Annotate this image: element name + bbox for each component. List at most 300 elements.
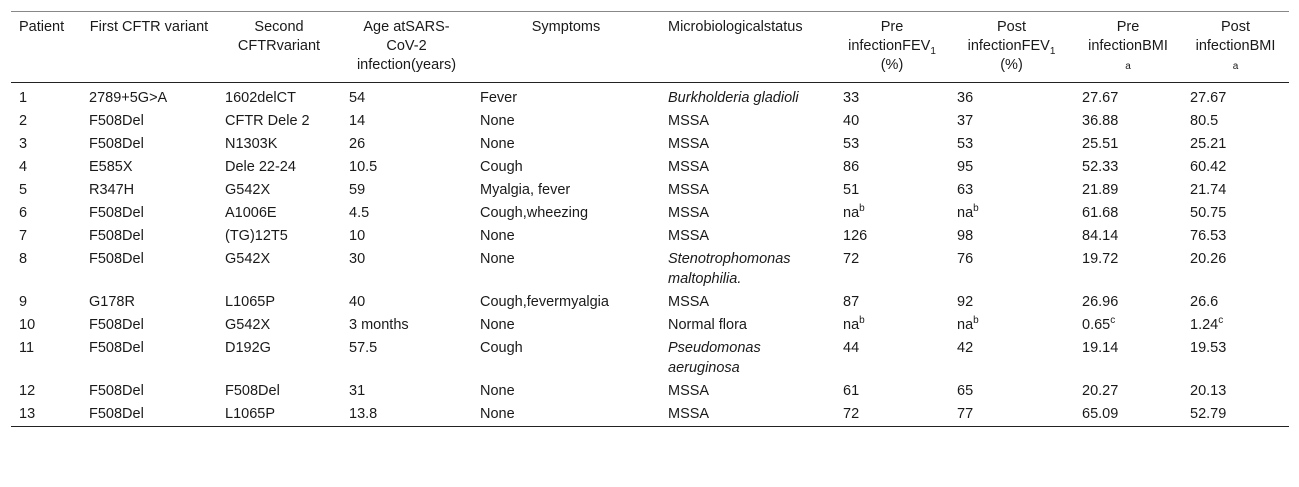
cell-post-bmi (1182, 156, 1289, 179)
header-symptoms: Symptoms (531, 19, 601, 35)
cell-patient-value: 11 (19, 340, 35, 356)
header-first-variant: First CFTR variant (89, 19, 209, 35)
cell-age-value: 4.5 (349, 205, 370, 221)
cell-second-variant (217, 110, 341, 133)
cell-patient (11, 202, 81, 225)
cell-post-fev-value: 42 (957, 340, 974, 356)
cell-post-bmi (1182, 291, 1289, 314)
cell-first-variant (81, 380, 217, 403)
cell-pre-bmi-value: 26.96 (1082, 294, 1119, 310)
cell-symptoms (472, 337, 660, 380)
cell-symptoms (472, 202, 660, 225)
cell-second-variant-value: A1006E (225, 205, 277, 221)
cell-post-fev (949, 380, 1074, 403)
cell-post-bmi (1182, 83, 1289, 111)
cell-post-fev (949, 225, 1074, 248)
cell-age-value: 13.8 (349, 406, 378, 422)
cell-first-variant-value: F508Del (89, 317, 144, 333)
cell-pre-bmi-value: 0.65 (1082, 317, 1111, 333)
cell-second-variant (217, 179, 341, 202)
cell-micro-status-value: MSSA (668, 294, 710, 310)
cell-symptoms (472, 83, 660, 111)
cell-second-variant-value: G542X (225, 251, 271, 267)
cell-age-value: 31 (349, 383, 366, 399)
cell-pre-fev (835, 337, 949, 380)
patient-table (11, 11, 1289, 427)
cell-first-variant-value: F508Del (89, 340, 144, 356)
cell-second-variant-value: G542X (225, 317, 271, 333)
cell-patient (11, 248, 81, 291)
cell-pre-bmi-value: 27.67 (1082, 90, 1119, 106)
cell-symptoms-value: None (480, 383, 515, 399)
cell-pre-fev-value: 72 (843, 406, 860, 422)
cell-second-variant (217, 156, 341, 179)
header-post-fev-unit: (%) (1000, 57, 1023, 73)
cell-first-variant (81, 225, 217, 248)
cell-age (341, 291, 472, 314)
cell-first-variant (81, 337, 217, 380)
cell-second-variant-value: D192G (225, 340, 271, 356)
cell-patient-value: 12 (19, 383, 36, 399)
cell-pre-fev (835, 156, 949, 179)
cell-pre-fev-value: 86 (843, 159, 860, 175)
cell-age (341, 248, 472, 291)
header-age: Age atSARS-CoV-2 infection(years) (356, 19, 457, 73)
cell-patient (11, 110, 81, 133)
cell-micro-status-value: Pseudomonas aeruginosa (668, 340, 761, 376)
cell-symptoms-value: None (480, 136, 515, 152)
cell-post-bmi-value: 52.79 (1190, 406, 1227, 422)
cell-symptoms (472, 133, 660, 156)
cell-post-fev (949, 291, 1074, 314)
cell-pre-fev (835, 380, 949, 403)
cell-micro-status (660, 156, 835, 179)
cell-patient (11, 403, 81, 427)
header-pre-fev (835, 12, 949, 83)
cell-second-variant (217, 380, 341, 403)
cell-post-bmi-value: 20.26 (1190, 251, 1227, 267)
cell-first-variant (81, 202, 217, 225)
cell-micro-status (660, 202, 835, 225)
cell-micro-status-value: MSSA (668, 383, 710, 399)
cell-pre-bmi (1074, 380, 1182, 403)
cell-post-bmi (1182, 225, 1289, 248)
cell-micro-status-value: MSSA (668, 406, 710, 422)
cell-micro-status-value: MSSA (668, 228, 710, 244)
table-row (11, 248, 1289, 291)
cell-second-variant (217, 403, 341, 427)
cell-symptoms (472, 156, 660, 179)
cell-post-bmi (1182, 403, 1289, 427)
table-row (11, 110, 1289, 133)
cell-symptoms-value: None (480, 406, 515, 422)
cell-post-fev-value: 65 (957, 383, 974, 399)
cell-pre-fev (835, 83, 949, 111)
cell-second-variant-value: L1065P (225, 406, 275, 422)
cell-pre-bmi-value: 65.09 (1082, 406, 1119, 422)
table-row (11, 133, 1289, 156)
header-post-fev-text: Post infectionFEV (967, 19, 1050, 54)
cell-symptoms-value: Myalgia, fever (480, 182, 571, 198)
cell-symptoms-value: Cough (480, 159, 523, 175)
cell-second-variant (217, 202, 341, 225)
cell-symptoms-value: Cough (480, 340, 523, 356)
cell-micro-status (660, 133, 835, 156)
cell-patient (11, 291, 81, 314)
cell-patient (11, 225, 81, 248)
cell-post-bmi-value: 19.53 (1190, 340, 1227, 356)
cell-post-bmi (1182, 179, 1289, 202)
cell-second-variant-value: G542X (225, 182, 271, 198)
cell-post-bmi-value: 80.5 (1190, 113, 1219, 129)
header-pre-fev-sub: 1 (930, 45, 936, 57)
cell-first-variant (81, 314, 217, 337)
cell-micro-status (660, 110, 835, 133)
cell-post-fev (949, 110, 1074, 133)
cell-post-fev (949, 337, 1074, 380)
cell-symptoms (472, 314, 660, 337)
cell-first-variant (81, 156, 217, 179)
cell-patient-value: 7 (19, 228, 28, 244)
cell-patient-value: 2 (19, 113, 28, 129)
cell-age-value: 26 (349, 136, 366, 152)
cell-patient (11, 133, 81, 156)
cell-age-value: 59 (349, 182, 366, 198)
cell-pre-fev-value: na (843, 317, 860, 333)
cell-age (341, 83, 472, 111)
cell-pre-bmi-value: 20.27 (1082, 383, 1119, 399)
cell-patient-value: 10 (19, 317, 36, 333)
cell-pre-fev-value: 87 (843, 294, 860, 310)
cell-first-variant-value: F508Del (89, 383, 144, 399)
cell-second-variant-value: Dele 22-24 (225, 159, 296, 175)
cell-patient-value: 13 (19, 406, 36, 422)
cell-patient (11, 179, 81, 202)
cell-micro-status-value: Normal flora (668, 317, 747, 333)
cell-pre-bmi-value: 19.72 (1082, 251, 1119, 267)
cell-age (341, 179, 472, 202)
cell-post-fev-value: 98 (957, 228, 974, 244)
cell-age-value: 40 (349, 294, 366, 310)
cell-micro-status-value: Burkholderia gladioli (668, 90, 799, 106)
cell-pre-bmi (1074, 291, 1182, 314)
cell-symptoms (472, 110, 660, 133)
cell-symptoms (472, 380, 660, 403)
cell-pre-fev (835, 248, 949, 291)
cell-pre-bmi-value: 19.14 (1082, 340, 1119, 356)
cell-pre-fev (835, 403, 949, 427)
cell-symptoms-value: None (480, 113, 515, 129)
cell-post-fev-value: 92 (957, 294, 974, 310)
cell-pre-bmi-value: 52.33 (1082, 159, 1119, 175)
cell-pre-fev (835, 110, 949, 133)
cell-patient-value: 4 (19, 159, 28, 175)
cell-post-fev (949, 83, 1074, 111)
cell-patient-value: 1 (19, 90, 28, 106)
cell-age (341, 202, 472, 225)
cell-post-bmi-value: 76.53 (1190, 228, 1227, 244)
cell-pre-bmi (1074, 179, 1182, 202)
cell-pre-fev-footnote: b (859, 203, 865, 215)
cell-post-bmi-value: 1.24 (1190, 317, 1219, 333)
cell-micro-status-value: MSSA (668, 113, 710, 129)
cell-post-fev-value: na (957, 317, 974, 333)
cell-second-variant (217, 291, 341, 314)
cell-second-variant (217, 314, 341, 337)
cell-post-bmi (1182, 248, 1289, 291)
cell-post-bmi-footnote: c (1218, 315, 1224, 327)
cell-pre-fev (835, 179, 949, 202)
cell-second-variant-value: N1303K (225, 136, 278, 152)
cell-age (341, 133, 472, 156)
cell-micro-status (660, 314, 835, 337)
cell-post-bmi-value: 60.42 (1190, 159, 1227, 175)
header-pre-fev-text: Pre infectionFEV (848, 19, 931, 54)
cell-pre-fev (835, 314, 949, 337)
cell-first-variant-value: F508Del (89, 406, 144, 422)
cell-post-fev-value: 77 (957, 406, 974, 422)
cell-post-bmi-value: 26.6 (1190, 294, 1219, 310)
cell-age (341, 156, 472, 179)
cell-pre-fev (835, 133, 949, 156)
cell-pre-fev-value: 44 (843, 340, 860, 356)
cell-post-fev-value: 95 (957, 159, 974, 175)
cell-micro-status (660, 337, 835, 380)
cell-pre-bmi (1074, 403, 1182, 427)
cell-age (341, 110, 472, 133)
cell-first-variant-value: F508Del (89, 113, 144, 129)
cell-symptoms-value: Cough,fevermyalgia (480, 294, 609, 310)
cell-second-variant-value: (TG)12T5 (225, 228, 288, 244)
cell-first-variant-value: 2789+5G>A (89, 90, 168, 106)
cell-symptoms-value: None (480, 317, 515, 333)
cell-symptoms-value: None (480, 228, 515, 244)
cell-second-variant (217, 337, 341, 380)
cell-pre-fev-value: 61 (843, 383, 860, 399)
cell-pre-bmi (1074, 110, 1182, 133)
cell-post-fev-value: 76 (957, 251, 974, 267)
cell-post-bmi-value: 20.13 (1190, 383, 1227, 399)
cell-pre-bmi (1074, 133, 1182, 156)
cell-symptoms (472, 248, 660, 291)
table-row (11, 179, 1289, 202)
cell-post-bmi-value: 21.74 (1190, 182, 1227, 198)
header-patient: Patient (19, 19, 65, 35)
cell-post-fev-value: na (957, 205, 974, 221)
cell-patient-value: 8 (19, 251, 28, 267)
cell-age-value: 10.5 (349, 159, 378, 175)
header-pre-bmi-text: Pre infectionBMI (1088, 19, 1168, 54)
cell-first-variant-value: F508Del (89, 228, 144, 244)
table-row (11, 380, 1289, 403)
cell-pre-fev-value: 33 (843, 90, 860, 106)
cell-micro-status-value: MSSA (668, 182, 710, 198)
cell-post-fev (949, 314, 1074, 337)
header-post-fev-sub: 1 (1049, 45, 1056, 57)
cell-post-bmi (1182, 133, 1289, 156)
table-row (11, 291, 1289, 314)
header-pre-bmi (1074, 12, 1182, 83)
cell-post-fev (949, 179, 1074, 202)
cell-patient (11, 83, 81, 111)
cell-age-value: 3 months (349, 317, 409, 333)
cell-micro-status (660, 380, 835, 403)
cell-micro-status (660, 179, 835, 202)
cell-symptoms (472, 225, 660, 248)
cell-patient (11, 380, 81, 403)
cell-pre-fev-value: 53 (843, 136, 860, 152)
cell-first-variant (81, 133, 217, 156)
cell-pre-bmi-value: 36.88 (1082, 113, 1119, 129)
cell-second-variant-value: CFTR Dele 2 (225, 113, 310, 129)
table-row (11, 225, 1289, 248)
table-row (11, 337, 1289, 380)
cell-patient (11, 337, 81, 380)
cell-patient-value: 3 (19, 136, 28, 152)
cell-age (341, 225, 472, 248)
cell-pre-fev-value: na (843, 205, 860, 221)
cell-post-bmi (1182, 380, 1289, 403)
cell-first-variant (81, 248, 217, 291)
table-body (11, 83, 1289, 427)
cell-micro-status (660, 83, 835, 111)
cell-micro-status-value: MSSA (668, 136, 710, 152)
cell-pre-bmi-footnote: c (1110, 315, 1116, 327)
cell-first-variant-value: F508Del (89, 136, 144, 152)
cell-symptoms-value: Cough,wheezing (480, 205, 589, 221)
cell-micro-status (660, 225, 835, 248)
cell-pre-bmi-value: 25.51 (1082, 136, 1119, 152)
cell-post-fev (949, 248, 1074, 291)
cell-second-variant (217, 133, 341, 156)
cell-post-fev (949, 202, 1074, 225)
cell-pre-fev-value: 40 (843, 113, 860, 129)
cell-pre-bmi (1074, 83, 1182, 111)
cell-pre-bmi-value: 61.68 (1082, 205, 1119, 221)
cell-age-value: 30 (349, 251, 366, 267)
cell-patient-value: 9 (19, 294, 28, 310)
cell-post-bmi (1182, 110, 1289, 133)
cell-symptoms (472, 179, 660, 202)
header-post-bmi-sup: a (1232, 61, 1239, 72)
cell-post-bmi (1182, 337, 1289, 380)
cell-post-bmi-value: 25.21 (1190, 136, 1227, 152)
cell-post-fev (949, 156, 1074, 179)
cell-pre-fev-value: 51 (843, 182, 860, 198)
cell-second-variant-value: L1065P (225, 294, 275, 310)
header-post-bmi-text: Post infectionBMI (1195, 19, 1276, 54)
cell-age-value: 14 (349, 113, 366, 129)
cell-symptoms-value: Fever (480, 90, 518, 106)
cell-age-value: 10 (349, 228, 366, 244)
cell-patient-value: 5 (19, 182, 28, 198)
cell-first-variant-value: F508Del (89, 205, 144, 221)
cell-pre-bmi (1074, 314, 1182, 337)
cell-pre-fev-value: 72 (843, 251, 860, 267)
cell-micro-status-value: MSSA (668, 205, 710, 221)
cell-pre-fev (835, 291, 949, 314)
cell-post-fev-value: 36 (957, 90, 974, 106)
cell-micro-status (660, 291, 835, 314)
cell-pre-bmi (1074, 248, 1182, 291)
cell-pre-fev (835, 202, 949, 225)
table-row (11, 156, 1289, 179)
table-row (11, 83, 1289, 111)
cell-second-variant (217, 225, 341, 248)
cell-age (341, 380, 472, 403)
cell-post-fev (949, 133, 1074, 156)
cell-post-bmi-value: 50.75 (1190, 205, 1227, 221)
cell-first-variant-value: G178R (89, 294, 135, 310)
cell-post-fev (949, 403, 1074, 427)
cell-pre-bmi (1074, 202, 1182, 225)
cell-micro-status-value: Stenotrophomonas maltophilia. (668, 251, 791, 287)
cell-first-variant (81, 110, 217, 133)
cell-pre-fev-value: 126 (843, 228, 868, 244)
cell-pre-bmi (1074, 156, 1182, 179)
cell-first-variant-value: R347H (89, 182, 135, 198)
cell-second-variant (217, 248, 341, 291)
table-row (11, 314, 1289, 337)
cell-pre-bmi-value: 21.89 (1082, 182, 1119, 198)
header-pre-fev-unit: (%) (880, 57, 904, 73)
cell-first-variant (81, 291, 217, 314)
cell-age (341, 403, 472, 427)
cell-first-variant-value: F508Del (89, 251, 144, 267)
cell-age-value: 57.5 (349, 340, 378, 356)
cell-age (341, 314, 472, 337)
header-micro-status: Microbiologicalstatus (668, 19, 803, 35)
table-row (11, 202, 1289, 225)
cell-pre-fev (835, 225, 949, 248)
cell-second-variant (217, 83, 341, 111)
cell-post-bmi (1182, 314, 1289, 337)
cell-pre-bmi (1074, 225, 1182, 248)
cell-second-variant-value: 1602delCT (225, 90, 296, 106)
cell-micro-status (660, 403, 835, 427)
table-header-row (11, 12, 1289, 83)
cell-first-variant (81, 403, 217, 427)
cell-post-fev-footnote: b (973, 315, 979, 327)
header-post-bmi (1182, 12, 1289, 83)
cell-micro-status (660, 248, 835, 291)
cell-pre-fev-footnote: b (859, 315, 865, 327)
header-pre-bmi-sup: a (1125, 61, 1131, 72)
header-post-fev (949, 12, 1074, 83)
cell-post-bmi-value: 27.67 (1190, 90, 1227, 106)
cell-patient (11, 314, 81, 337)
cell-micro-status-value: MSSA (668, 159, 710, 175)
cell-post-fev-value: 37 (957, 113, 974, 129)
cell-first-variant-value: E585X (89, 159, 133, 175)
cell-symptoms (472, 291, 660, 314)
table-row (11, 403, 1289, 427)
cell-first-variant (81, 83, 217, 111)
cell-age (341, 337, 472, 380)
cell-symptoms (472, 403, 660, 427)
cell-post-bmi (1182, 202, 1289, 225)
cell-patient (11, 156, 81, 179)
header-second-variant: Second CFTRvariant (237, 19, 321, 54)
cell-post-fev-value: 63 (957, 182, 974, 198)
cell-symptoms-value: None (480, 251, 515, 267)
cell-post-fev-value: 53 (957, 136, 974, 152)
cell-first-variant (81, 179, 217, 202)
cell-pre-bmi-value: 84.14 (1082, 228, 1119, 244)
cell-age-value: 54 (349, 90, 366, 106)
cell-patient-value: 6 (19, 205, 28, 221)
cell-second-variant-value: F508Del (225, 383, 280, 399)
